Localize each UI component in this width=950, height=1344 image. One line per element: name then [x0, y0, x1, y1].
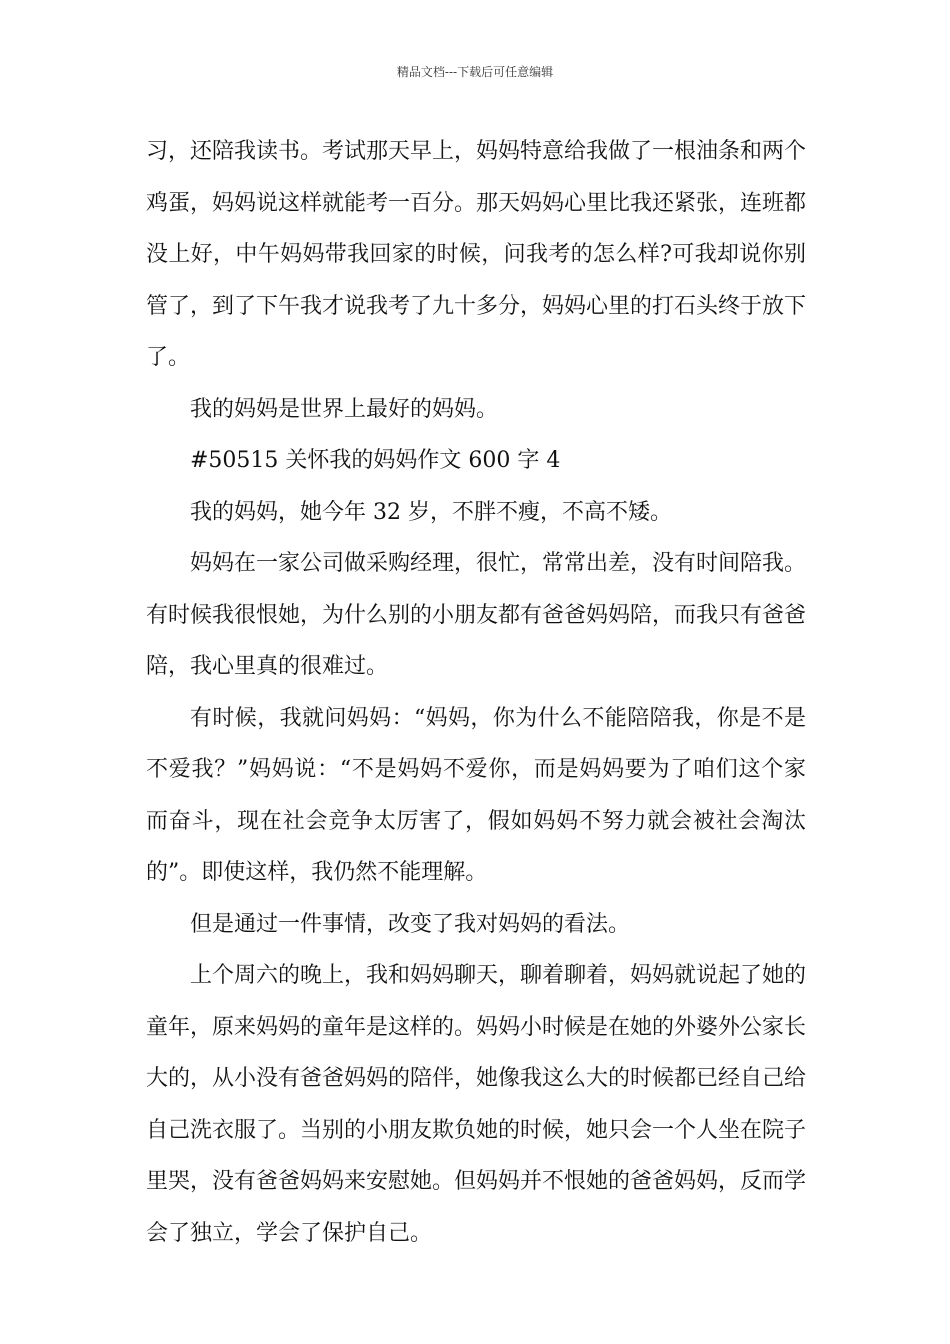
paragraph-best-mom: 我的妈妈是世界上最好的妈妈。 — [190, 396, 499, 422]
page-header: 精品文档---下载后可任意编辑 — [396, 65, 554, 79]
paragraph-mom-job: 妈妈在一家公司做采购经理，很忙，常常出差，没有时间陪我。有时候我很恨她，为什么别的小朋友都有爸爸妈妈陪，而我只有爸爸陪，我心里真的很难过。 — [146, 551, 807, 679]
paragraph-continuation: 习，还陪我读书。考试那天早上，妈妈特意给我做了一根油条和两个鸡蛋，妈妈说这样就能考一百分。那天妈妈心里比我还紧张，连班都没上好，中午妈妈带我回家的时候，问我考的怎么样?可我却说你别管了，到了下午我才说我考了九十多分，妈妈心里的打石头终于放下了。 — [146, 139, 807, 370]
essay-heading: #50515 关怀我的妈妈作文 600 字 4 — [190, 448, 561, 473]
document-body — [146, 126, 806, 1259]
paragraph-mom-childhood: 上个周六的晚上，我和妈妈聊天，聊着聊着，妈妈就说起了她的童年，原来妈妈的童年是这样的。妈妈小时候是在她的外婆外公家长大的，从小没有爸爸妈妈的陪伴，她像我这么大的时候都已经自己给自己洗衣服了。当别的小朋友欺负她的时候，她只会一个人坐在院子里哭，没有爸爸妈妈来安慰她。但妈妈并不恨她的爸爸妈妈，反而学会了独立，学会了保护自己。 — [146, 963, 807, 1246]
paragraph-mom-intro: 我的妈妈，她今年 32 岁，不胖不瘦，不高不矮。 — [190, 499, 672, 525]
paragraph-dialogue: 有时候，我就问妈妈：“妈妈，你为什么不能陪陪我，你是不是不爱我？”妈妈说：“不是妈妈不爱你，而是妈妈要为了咱们这个家而奋斗，现在社会竞争太厉害了，假如妈妈不努力就会被社会淘汰的”。即使这样，我仍然不能理解。 — [146, 705, 806, 885]
paragraph-turning-point: 但是通过一件事情，改变了我对妈妈的看法。 — [190, 911, 631, 937]
